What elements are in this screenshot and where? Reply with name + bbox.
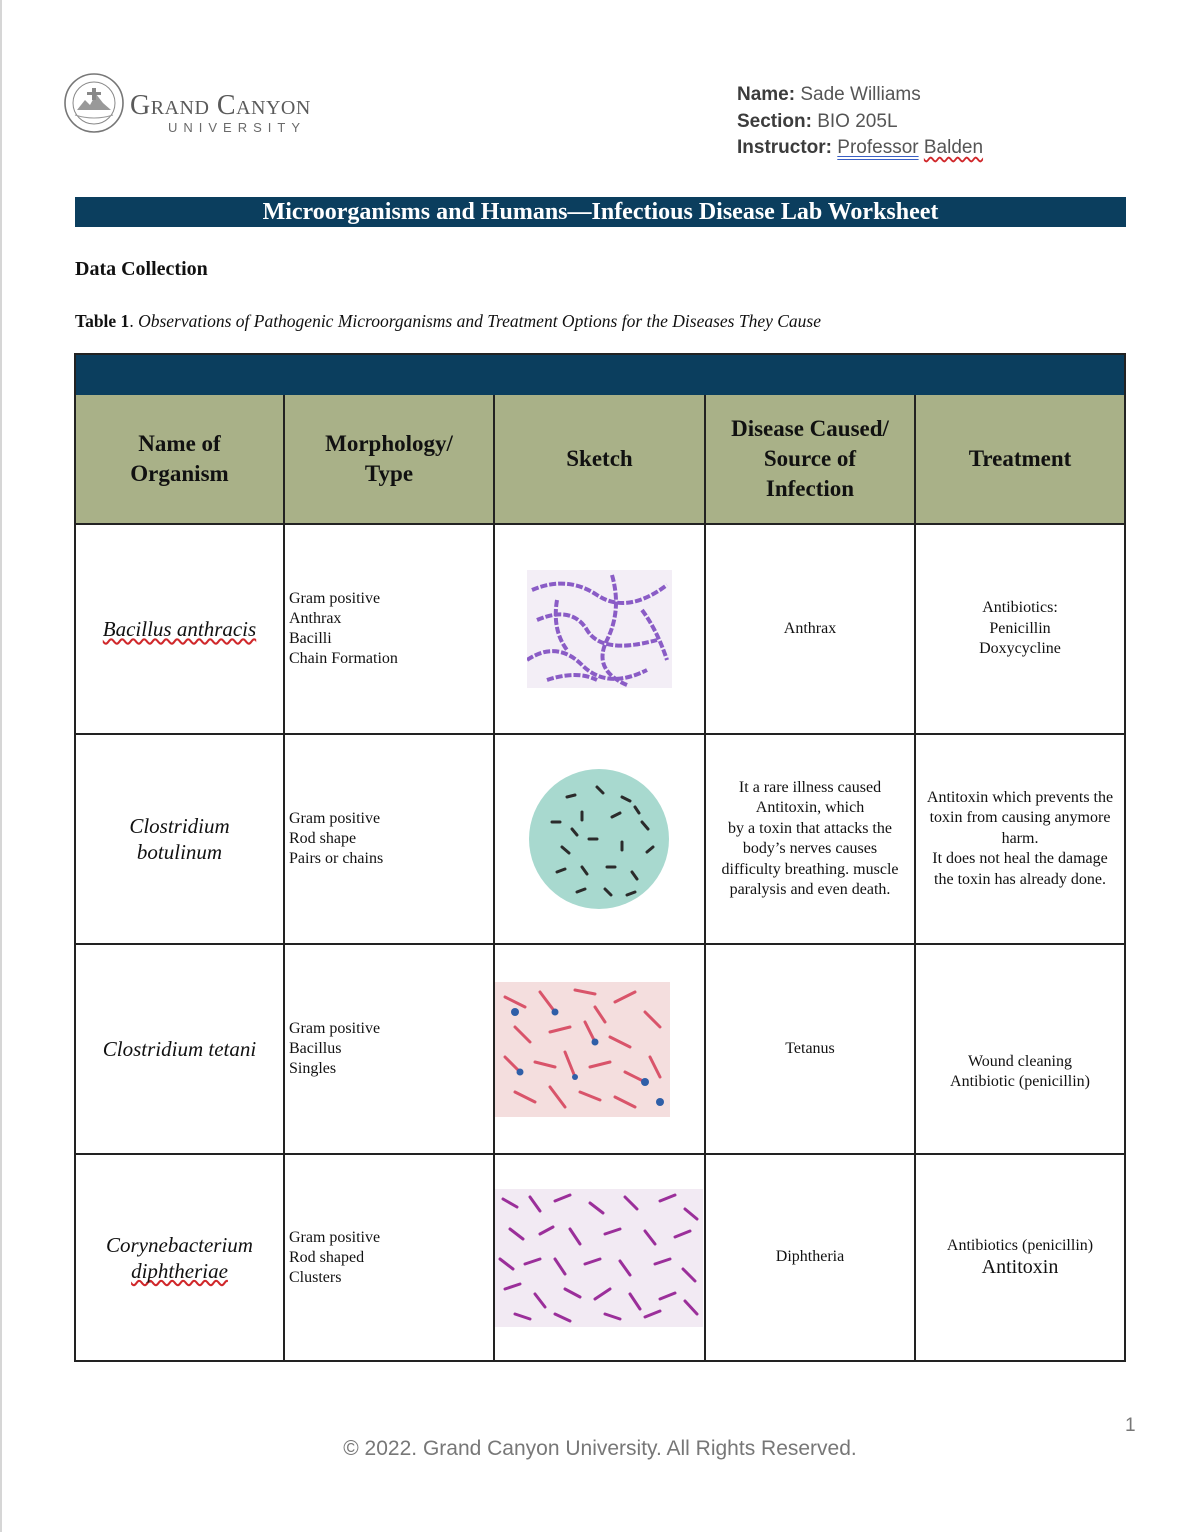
header-treatment: Treatment [968,446,1072,471]
instructor-line [737,135,983,162]
table-top-band [76,355,1124,397]
student-info [737,82,983,162]
treatment: Antibiotics (penicillin) Antitoxin [946,1237,1094,1278]
organism-name: Bacillus anthracis [76,525,285,733]
observations-table [74,353,1126,1362]
university-logo [63,72,353,136]
organism-name: Corynebacterium diphtheriae [76,1155,285,1360]
pink-rods-with-spores-image [495,982,670,1117]
sketch-image [495,735,706,943]
section-label: Section: [737,110,812,132]
name-line [737,82,983,109]
page-edge [0,0,2,1532]
treatment: Antitoxin which prevents the toxin from causing anymore harm. It does not heal the damage the toxin has already done. [926,788,1114,888]
morphology: Gram positive Bacillus Singles [285,945,495,1153]
purple-chain-bacilli-image [527,570,672,688]
sketch-image [495,525,706,733]
section-value: BIO 205L [817,110,898,132]
disease: Anthrax [706,525,916,733]
circular-teal-rods-image [527,767,672,912]
logo-wordmark: Grand Canyon [130,90,311,121]
purple-club-rods-image [495,1189,703,1327]
organism-name: Clostridium botulinum [76,735,285,943]
morphology: Gram positive Rod shape Pairs or chains [285,735,495,943]
instructor-value-first: Professor [837,137,919,158]
sketch-image [495,945,706,1153]
table-header-row [76,395,1124,525]
instructor-value-last: Balden [923,137,984,158]
table-caption [75,311,821,332]
caption-label: Table 1 [75,311,130,331]
morphology: Gram positive Rod shaped Clusters [285,1155,495,1360]
header-organism: Name of Organism [76,395,285,523]
disease: It a rare illness caused Antitoxin, which by a toxin that attacks the body’s nerves causes difficulty breathing. muscle paralysis and even death. [706,735,916,943]
caption-text: Observations of Pathogenic Microorganisms and Treatment Options for the Diseases They Cause [138,311,822,331]
treatment: Wound cleaning Antibiotic (penicillin) [950,1052,1090,1090]
disease: Diphtheria [706,1155,916,1360]
logo-subtitle: UNIVERSITY [168,120,307,135]
header-morphology: Morphology/ Type [285,395,495,523]
morphology: Gram positive Anthrax Bacilli Chain Formation [285,525,495,733]
organism-name: Clostridium tetani [76,945,285,1153]
table-row [76,945,1124,1155]
worksheet-title: Microorganisms and Humans—Infectious Disease Lab Worksheet [75,197,1126,227]
caption-sep: . [129,311,139,331]
table-row [76,525,1124,735]
header-sketch: Sketch [495,395,706,523]
copyright-footer: © 2022. Grand Canyon University. All Rights Reserved. [343,1437,857,1460]
name-label: Name: [737,84,796,105]
treatment: Antibiotics: Penicillin Doxycycline [979,599,1061,658]
disease: Tetanus [706,945,916,1153]
section-heading: Data Collection [75,258,208,280]
table-row [76,735,1124,945]
page-number: 1 [1125,1415,1136,1436]
name-value: Sade Williams [800,84,921,105]
section-line [737,109,983,136]
university-seal-icon [63,72,125,134]
instructor-label: Instructor: [737,137,832,158]
sketch-image [495,1155,706,1360]
table-row [76,1155,1124,1360]
header-disease: Disease Caused/ Source of Infection [706,395,916,523]
